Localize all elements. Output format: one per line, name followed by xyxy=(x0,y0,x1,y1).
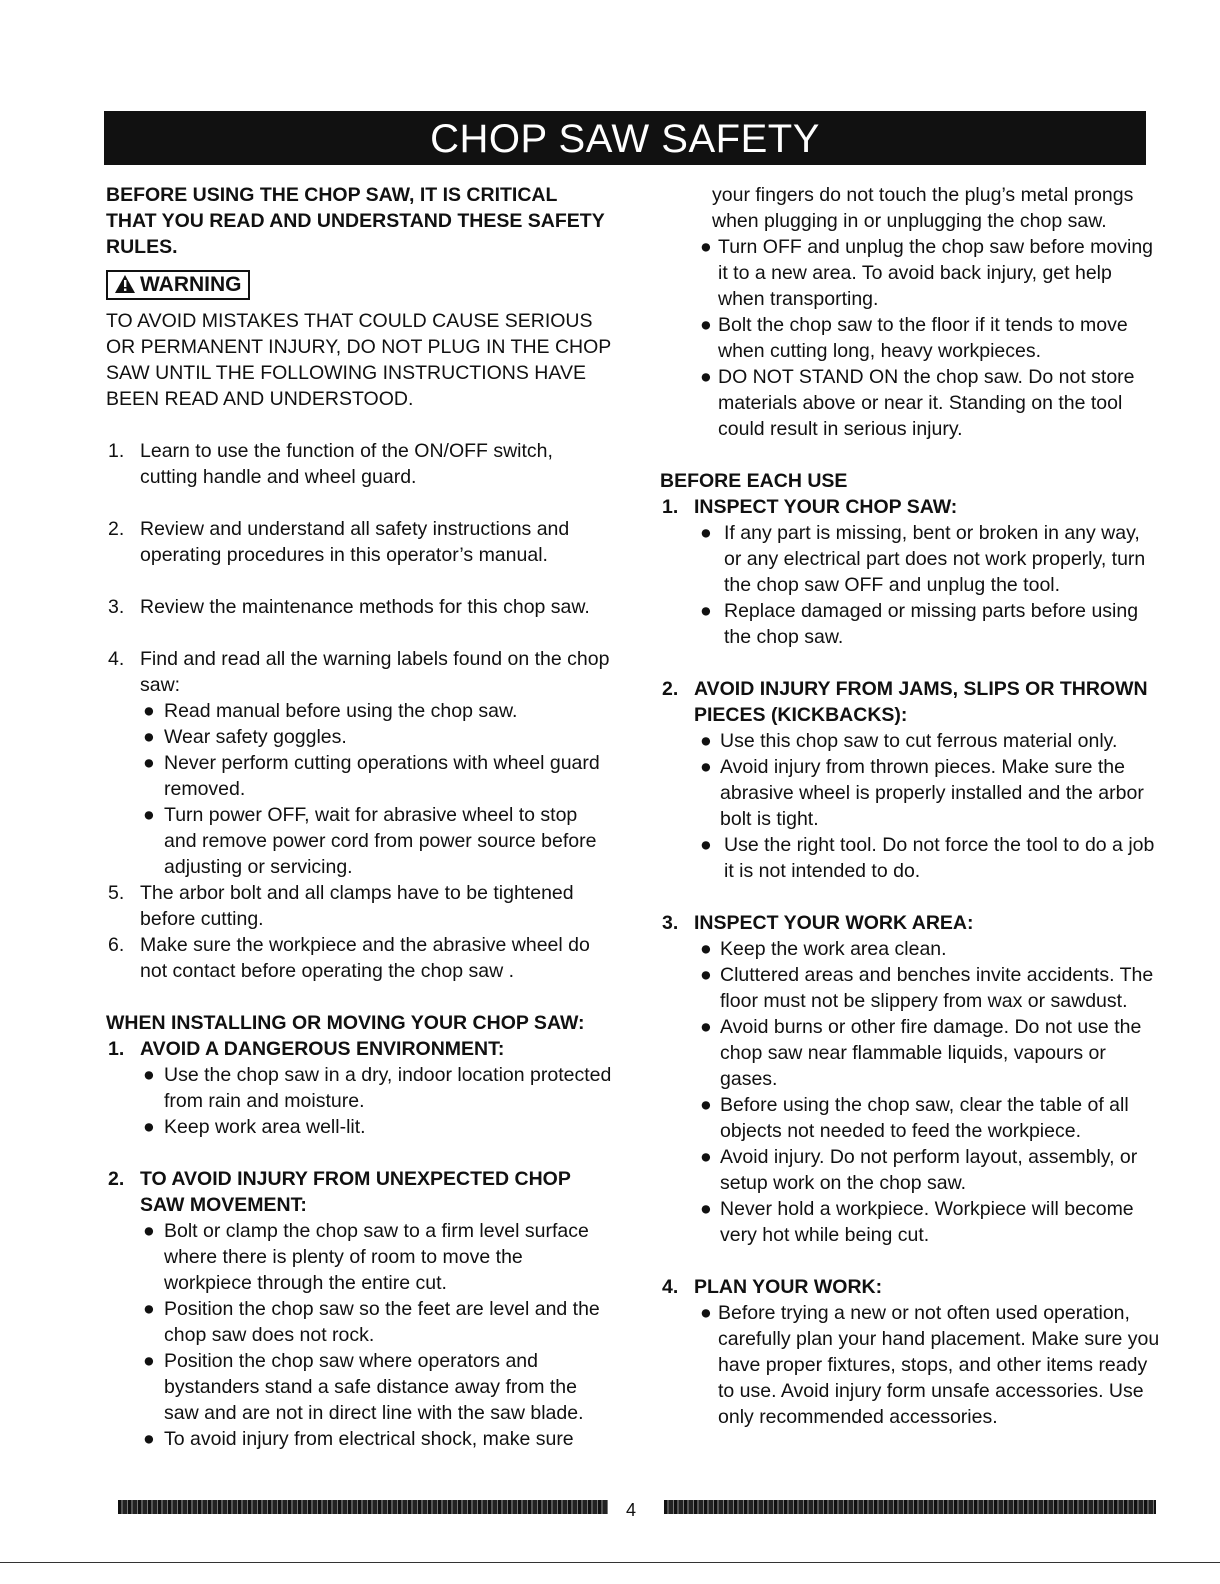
bullet-item: ● If any part is missing, bent or broken in any way, or any electrical part does not work properly, turn the chop saw OFF and unplug the tool. xyxy=(700,522,1146,596)
list-item: 4. PLAN YOUR WORK: xyxy=(662,1276,883,1298)
bullet-item: ● Before using the chop saw, clear the table of all objects not needed to feed the workpiece. xyxy=(700,1094,1129,1142)
page-title: CHOP SAW SAFETY xyxy=(104,111,1146,165)
bullet-item: ● Avoid injury. Do not perform layout, assembly, or setup work on the chop saw. xyxy=(700,1146,1138,1194)
bullet-item: ● Use this chop saw to cut ferrous material only. xyxy=(700,730,1118,752)
list-item: 3. Review the maintenance methods for this chop saw. xyxy=(108,596,590,618)
bullet-item: ● Wear safety goggles. xyxy=(143,726,347,748)
bullet-item: ● Use the chop saw in a dry, indoor location protected from rain and moisture. xyxy=(143,1064,612,1112)
bullet-item: ● Turn power OFF, wait for abrasive wheel to stop and remove power cord from power source before adjusting or servicing. xyxy=(143,804,597,878)
list-item: 1. AVOID A DANGEROUS ENVIRONMENT: xyxy=(108,1038,505,1060)
bullet-item: ● Bolt or clamp the chop saw to a firm level surface where there is plenty of room to move the workpiece through the entire cut. xyxy=(143,1220,589,1294)
warning-text: TO AVOID MISTAKES THAT COULD CAUSE SERIOUS OR PERMANENT INJURY, DO NOT PLUG IN THE CHOP SAW UNTIL THE FOLLOWING INSTRUCTIONS HAVE BEEN READ AND UNDERSTOOD. xyxy=(106,310,611,410)
bullet-item: ● Before trying a new or not often used operation, carefully plan your hand placement. Make sure you have proper fixtures, stops, and other items ready to use. Avoid injury form unsafe accessories. Use only recommended accessories. xyxy=(700,1302,1160,1428)
right-column xyxy=(660,182,1160,1430)
left-column xyxy=(106,182,612,1452)
bullet-item: ● Cluttered areas and benches invite accidents. The floor must not be slippery from wax or sawdust. xyxy=(700,964,1154,1012)
warning-label: WARNING xyxy=(140,273,242,296)
bullet-item: ● Never perform cutting operations with wheel guard removed. xyxy=(143,752,600,800)
section-heading: BEFORE EACH USE xyxy=(660,470,848,492)
bullet-item: ● Position the chop saw so the feet are level and the chop saw does not rock. xyxy=(143,1298,600,1346)
warning-badge xyxy=(106,270,250,300)
bullet-item: ● Avoid burns or other fire damage. Do not use the chop saw near flammable liquids, vapours or gases. xyxy=(700,1016,1142,1090)
list-item: 6. Make sure the workpiece and the abrasive wheel do not contact before operating the chop saw . xyxy=(108,934,590,982)
bullet-item: ● Read manual before using the chop saw. xyxy=(143,700,518,722)
list-item: 4. Find and read all the warning labels found on the chop saw: xyxy=(108,648,610,696)
bullet-item: ● Use the right tool. Do not force the tool to do a job it is not intended to do. xyxy=(700,834,1155,882)
bullet-item: ● DO NOT STAND ON the chop saw. Do not store materials above or near it. Standing on the tool could result in serious injury. xyxy=(700,366,1135,440)
intro-text: BEFORE USING THE CHOP SAW, IT IS CRITICAL THAT YOU READ AND UNDERSTAND THESE SAFETY RULES. xyxy=(106,184,605,258)
bullet-item: ● Keep work area well-lit. xyxy=(143,1116,366,1138)
list-item: 1. INSPECT YOUR CHOP SAW: xyxy=(662,496,958,518)
list-item: 5. The arbor bolt and all clamps have to be tightened before cutting. xyxy=(108,882,574,930)
warning-triangle-icon xyxy=(114,274,136,294)
bullet-item: ● To avoid injury from electrical shock, make sure xyxy=(143,1428,574,1450)
bullet-item: ● Position the chop saw where operators and bystanders stand a safe distance away from the saw and are not in direct line with the saw blade. xyxy=(143,1350,584,1424)
bullet-item: ● Turn OFF and unplug the chop saw before moving it to a new area. To avoid back injury, get help when transporting. xyxy=(700,236,1154,310)
list-item: 3. INSPECT YOUR WORK AREA: xyxy=(662,912,974,934)
continued-text: your fingers do not touch the plug’s metal prongs when plugging in or unplugging the chop saw. xyxy=(712,184,1134,232)
bullet-item: ● Keep the work area clean. xyxy=(700,938,947,960)
footer-bar-right xyxy=(664,1500,1156,1514)
bottom-rule xyxy=(0,1562,1220,1563)
bullet-item: ● Replace damaged or missing parts before using the chop saw. xyxy=(700,600,1139,648)
list-item: 1. Learn to use the function of the ON/OFF switch, cutting handle and wheel guard. xyxy=(108,440,553,488)
page-number: 4 xyxy=(626,1500,637,1520)
bullet-item: ● Avoid injury from thrown pieces. Make sure the abrasive wheel is properly installed and the arbor bolt is tight. xyxy=(700,756,1144,830)
list-item: 2. Review and understand all safety instructions and operating procedures in this operator’s manual. xyxy=(108,518,570,566)
bullet-item: ● Bolt the chop saw to the floor if it tends to move when cutting long, heavy workpieces. xyxy=(700,314,1128,362)
bullet-item: ● Never hold a workpiece. Workpiece will become very hot while being cut. xyxy=(700,1198,1134,1246)
footer-bar-left xyxy=(118,1500,608,1514)
list-item: 2. TO AVOID INJURY FROM UNEXPECTED CHOP SAW MOVEMENT: xyxy=(108,1168,571,1216)
section-heading: WHEN INSTALLING OR MOVING YOUR CHOP SAW: xyxy=(106,1012,585,1034)
list-item: 2. AVOID INJURY FROM JAMS, SLIPS OR THROWN PIECES (KICKBACKS): xyxy=(662,678,1148,726)
